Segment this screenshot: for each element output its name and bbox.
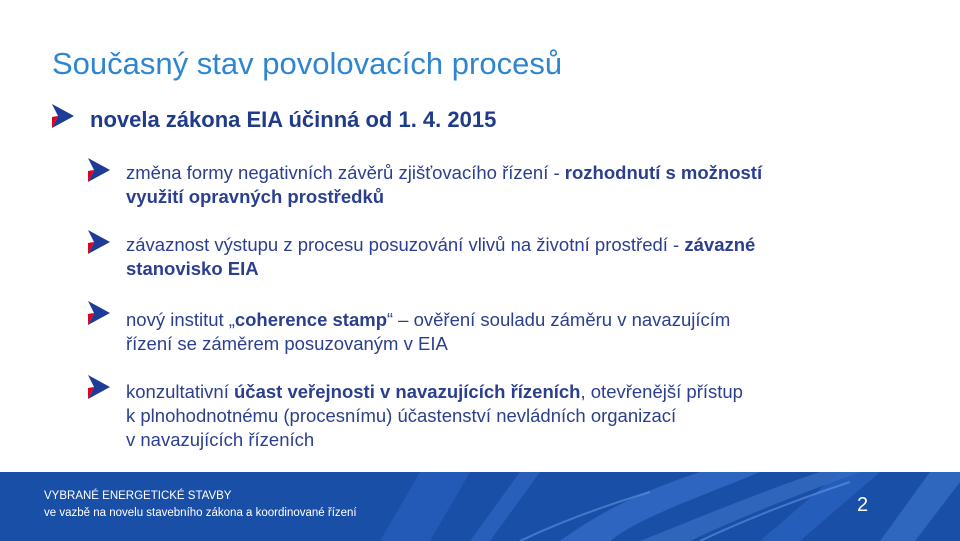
chevron-arrow-icon <box>88 230 110 254</box>
chevron-arrow-icon <box>52 104 74 128</box>
list-item: závaznost výstupu z procesu posuzování vlivů na životní prostředí - závazné stanovisko EIA <box>126 234 756 279</box>
list-item: změna formy negativních závěrů zjišťovacího řízení - rozhodnutí s možností využití opravných prostředků <box>126 162 763 207</box>
chevron-arrow-icon <box>88 158 110 182</box>
list-item: nový institut „coherence stamp“ – ověření souladu záměru v navazujícím řízení se záměrem posuzovaným v EIA <box>126 309 731 354</box>
section-heading: novela zákona EIA účinná od 1. 4. 2015 <box>90 107 497 132</box>
footer-title: VYBRANÉ ENERGETICKÉ STAVBY <box>44 490 232 502</box>
page-number: 2 <box>857 494 869 516</box>
page-title: Současný stav povolovacích procesů <box>52 46 563 81</box>
chevron-arrow-icon <box>88 301 110 325</box>
chevron-arrow-icon <box>88 375 110 399</box>
footer-subtitle: ve vazbě na novelu stavebního zákona a koordinované řízení <box>44 507 357 519</box>
list-item: konzultativní účast veřejnosti v navazujících řízeních, otevřenější přístup k plnohodnotnému (procesnímu) účastenství nevládních organizací v navazujících řízeních <box>126 381 743 450</box>
